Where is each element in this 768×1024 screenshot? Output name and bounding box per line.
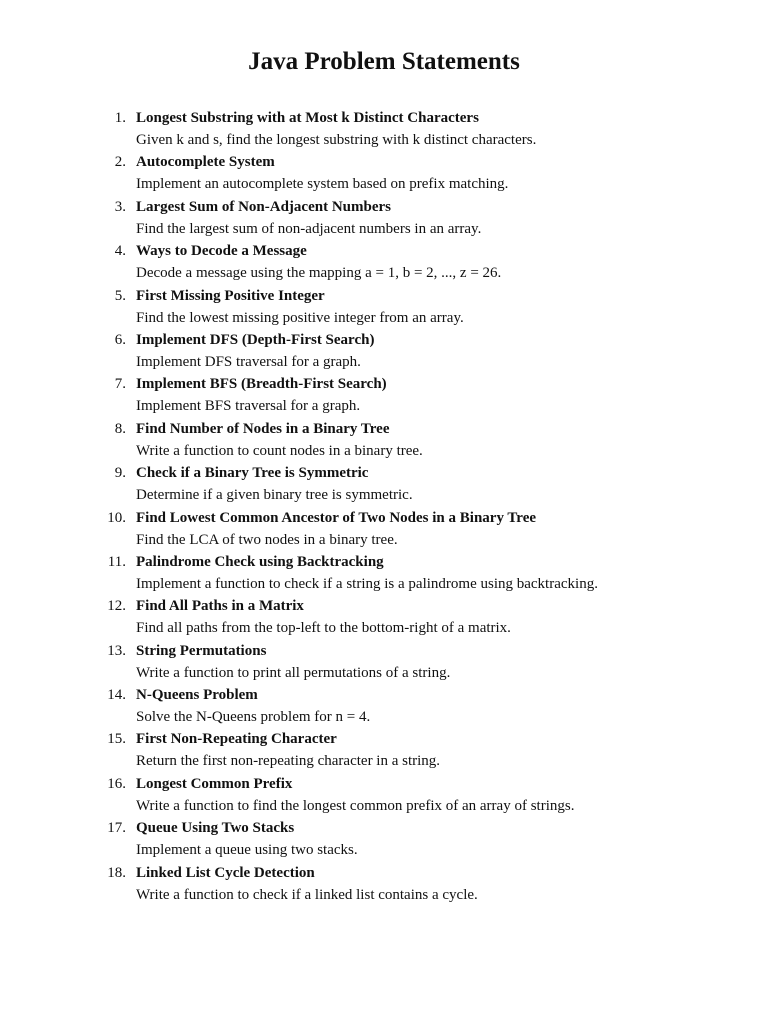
item-number: 6.: [114, 331, 126, 348]
problem-title: Longest Common Prefix: [136, 775, 293, 792]
problem-title: Implement BFS (Breadth-First Search): [136, 376, 387, 393]
list-item: [0, 329, 768, 373]
list-item: [0, 595, 768, 639]
problem-description: Implement BFS traversal for a graph.: [136, 398, 361, 415]
list-item: [0, 817, 768, 861]
problem-description: Write a function to print all permutations of a string.: [136, 664, 451, 681]
list-item: [0, 773, 768, 817]
problem-description: Write a function to check if a linked list contains a cycle.: [136, 886, 478, 903]
problem-description: Find the lowest missing positive integer from an array.: [136, 309, 464, 326]
problem-title: Check if a Binary Tree is Symmetric: [136, 465, 369, 482]
item-number: 17.: [107, 820, 126, 837]
list-item: [0, 862, 768, 906]
page-title: Java Problem Statements: [248, 48, 520, 75]
list-item: [0, 107, 768, 151]
item-number: 3.: [114, 198, 126, 215]
list-item: [0, 462, 768, 506]
list-item: [0, 196, 768, 240]
list-item: [0, 507, 768, 551]
problem-description: Find all paths from the top-left to the bottom-right of a matrix.: [136, 620, 511, 637]
problem-description: Find the largest sum of non-adjacent numbers in an array.: [136, 220, 482, 237]
problem-title: First Missing Positive Integer: [136, 287, 325, 304]
list-item: [0, 551, 768, 595]
problem-description: Write a function to count nodes in a binary tree.: [136, 442, 423, 459]
item-number: 13.: [107, 642, 126, 659]
list-item: [0, 684, 768, 728]
problem-title: Find Lowest Common Ancestor of Two Nodes in a Binary Tree: [136, 509, 537, 526]
item-number: 10.: [107, 509, 126, 526]
problem-description: Return the first non-repeating character in a string.: [136, 753, 441, 770]
item-number: 5.: [114, 287, 126, 304]
problem-description: Given k and s, find the longest substring with k distinct characters.: [136, 132, 537, 148]
list-item: [0, 728, 768, 772]
list-item: [0, 240, 768, 284]
problem-description: Implement an autocomplete system based on prefix matching.: [136, 176, 509, 193]
list-item: [0, 285, 768, 329]
item-number: 4.: [114, 243, 126, 260]
problem-title: String Permutations: [136, 642, 267, 659]
problem-description: Decode a message using the mapping a = 1, b = 2, ..., z = 26.: [136, 265, 502, 282]
problem-title: Longest Substring with at Most k Distinct Characters: [136, 110, 479, 126]
item-number: 1.: [114, 110, 126, 126]
problem-title: Ways to Decode a Message: [136, 243, 307, 260]
item-number: 14.: [107, 687, 126, 704]
item-number: 7.: [114, 376, 126, 393]
problem-title: Find Number of Nodes in a Binary Tree: [136, 420, 390, 437]
item-number: 15.: [107, 731, 126, 748]
problem-description: Find the LCA of two nodes in a binary tree.: [136, 531, 398, 548]
item-number: 9.: [114, 465, 126, 482]
problem-title: Find All Paths in a Matrix: [136, 598, 304, 615]
problem-title: Autocomplete System: [136, 154, 275, 171]
problem-title: Linked List Cycle Detection: [136, 864, 315, 881]
problem-description: Implement a queue using two stacks.: [136, 842, 358, 859]
problem-title: Largest Sum of Non-Adjacent Numbers: [136, 198, 391, 215]
problem-description: Determine if a given binary tree is symmetric.: [136, 487, 413, 504]
problem-title: N-Queens Problem: [136, 687, 258, 704]
problem-description: Implement DFS traversal for a graph.: [136, 353, 361, 370]
list-item: [0, 640, 768, 684]
problem-title: First Non-Repeating Character: [136, 731, 337, 748]
item-number: 11.: [107, 553, 126, 570]
list-item: [0, 418, 768, 462]
problem-title: Palindrome Check using Backtracking: [136, 553, 384, 570]
problem-description: Solve the N-Queens problem for n = 4.: [136, 709, 371, 726]
problem-description: Implement a function to check if a string is a palindrome using backtracking.: [136, 575, 598, 592]
item-number: 2.: [114, 154, 126, 171]
problem-description: Write a function to find the longest common prefix of an array of strings.: [136, 797, 575, 814]
item-number: 18.: [107, 864, 126, 881]
item-number: 12.: [107, 598, 126, 615]
problem-title: Queue Using Two Stacks: [136, 820, 295, 837]
item-number: 16.: [107, 775, 126, 792]
list-item: [0, 151, 768, 195]
list-item: [0, 373, 768, 417]
problem-list: [0, 107, 768, 906]
item-number: 8.: [114, 420, 126, 437]
problem-title: Implement DFS (Depth-First Search): [136, 331, 375, 348]
